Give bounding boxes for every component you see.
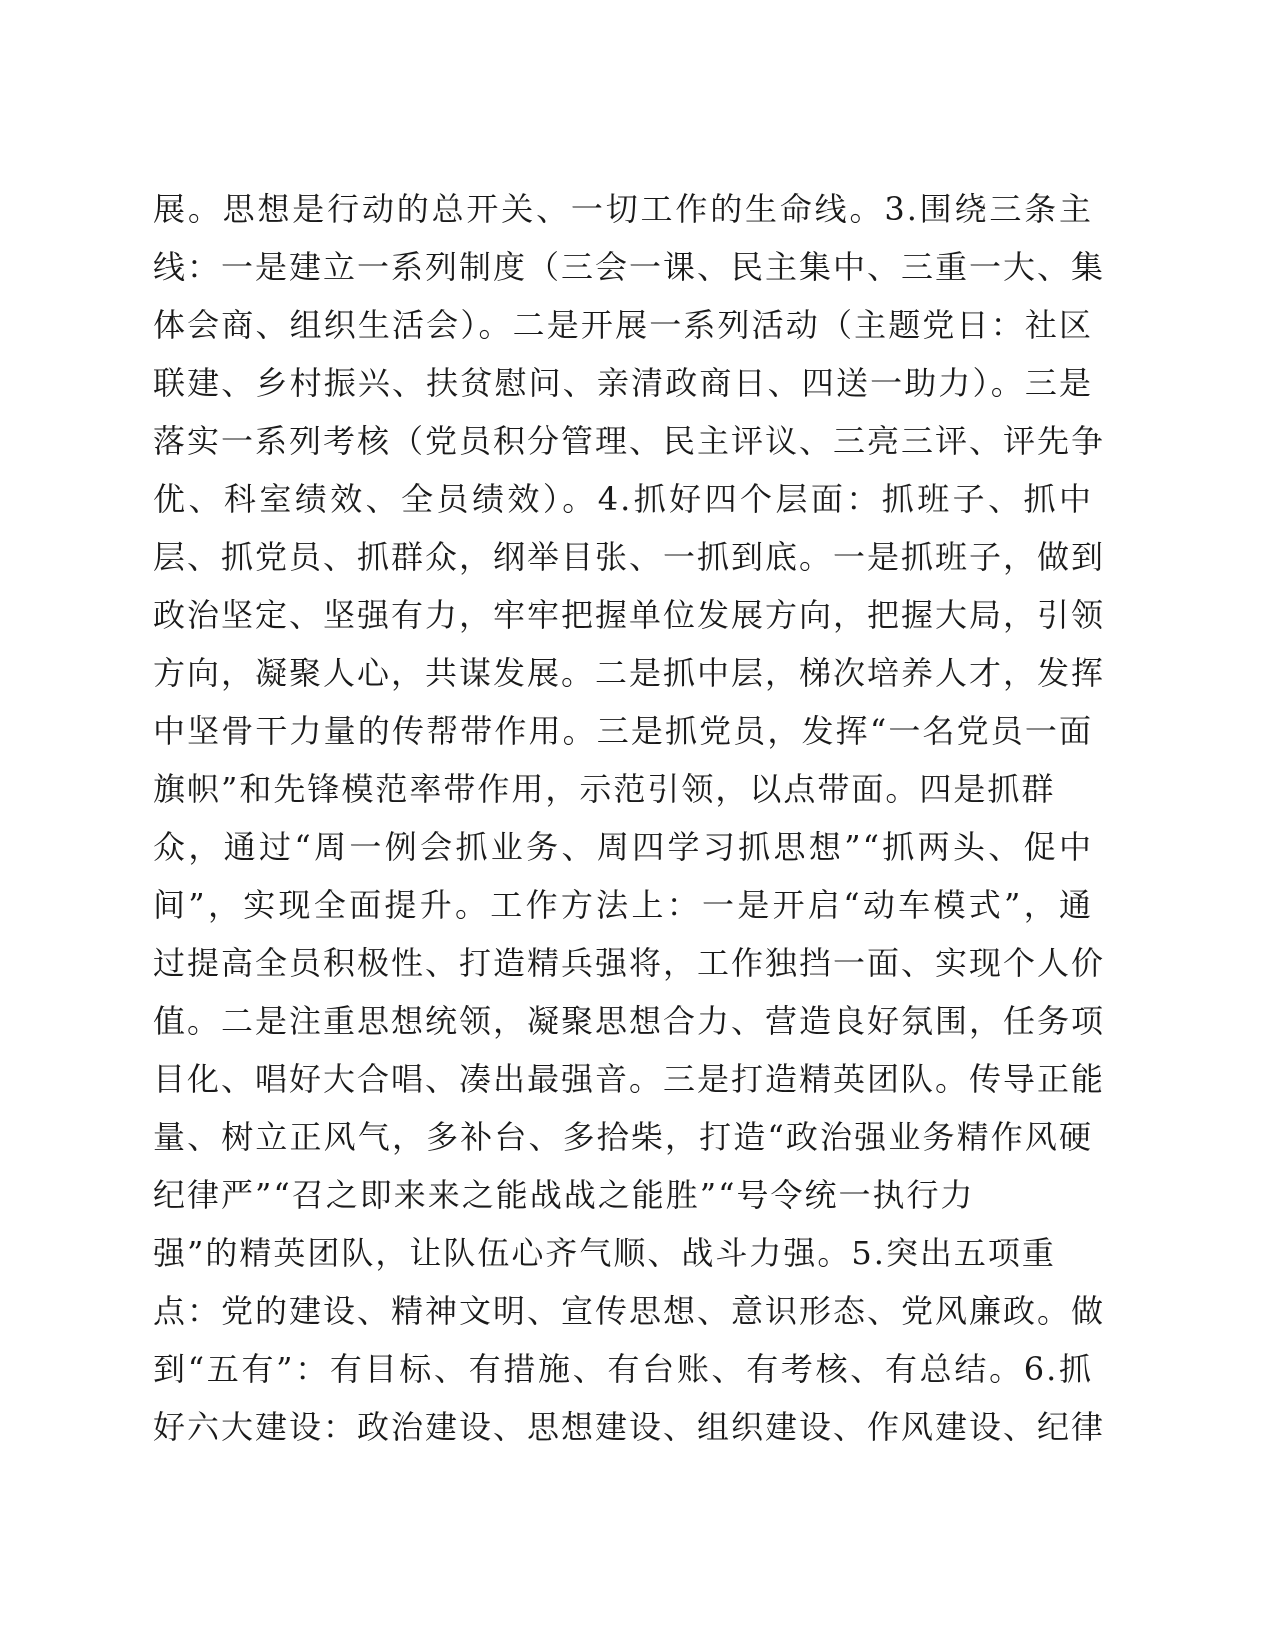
text-line: 目化、唱好大合唱、凑出最强音。三是打造精英团队。传导正能 <box>153 1060 1106 1098</box>
text-line: 间”，实现全面提升。工作方法上：一是开启“动车模式”，通 <box>153 886 1093 924</box>
text-line: 线：一是建立一系列制度（三会一课、民主集中、三重一大、集 <box>153 248 1106 286</box>
text-line: 强”的精英团队，让队伍心齐气顺、战斗力强。5.突出五项重 <box>153 1234 1056 1272</box>
text-line: 落实一系列考核（党员积分管理、民主评议、三亮三评、评先争 <box>153 422 1106 460</box>
text-line: 好六大建设：政治建设、思想建设、组织建设、作风建设、纪律 <box>153 1408 1106 1446</box>
body-text <box>153 180 1106 1456</box>
text-line: 层、抓党员、抓群众，纲举目张、一抓到底。一是抓班子，做到 <box>153 538 1106 576</box>
text-line: 众，通过“周一例会抓业务、周四学习抓思想”“抓两头、促中 <box>153 828 1093 866</box>
text-line: 到“五有”：有目标、有措施、有台账、有考核、有总结。6.抓 <box>153 1350 1093 1388</box>
text-line: 优、科室绩效、全员绩效）。4.抓好四个层面：抓班子、抓中 <box>153 480 1093 518</box>
text-line: 中坚骨干力量的传帮带作用。三是抓党员，发挥“一名党员一面 <box>153 712 1093 750</box>
text-line: 政治坚定、坚强有力，牢牢把握单位发展方向，把握大局，引领 <box>153 596 1106 634</box>
text-line: 值。二是注重思想统领，凝聚思想合力、营造良好氛围，任务项 <box>153 1002 1106 1040</box>
text-line: 旗帜”和先锋模范率带作用，示范引领，以点带面。四是抓群 <box>153 770 1056 808</box>
text-line: 纪律严”“召之即来来之能战战之能胜”“号令统一执行力 <box>153 1176 975 1214</box>
text-line: 量、树立正风气，多补台、多拾柴，打造“政治强业务精作风硬 <box>153 1118 1093 1156</box>
text-line: 过提高全员积极性、打造精兵强将，工作独挡一面、实现个人价 <box>153 944 1106 982</box>
text-line: 联建、乡村振兴、扶贫慰问、亲清政商日、四送一助力）。三是 <box>153 364 1093 402</box>
text-line: 方向，凝聚人心，共谋发展。二是抓中层，梯次培养人才，发挥 <box>153 654 1106 692</box>
text-line: 点：党的建设、精神文明、宣传思想、意识形态、党风廉政。做 <box>153 1292 1106 1330</box>
text-line: 体会商、组织生活会）。二是开展一系列活动（主题党日：社区 <box>153 306 1093 344</box>
text-line: 展。思想是行动的总开关、一切工作的生命线。3.围绕三条主 <box>153 190 1093 228</box>
